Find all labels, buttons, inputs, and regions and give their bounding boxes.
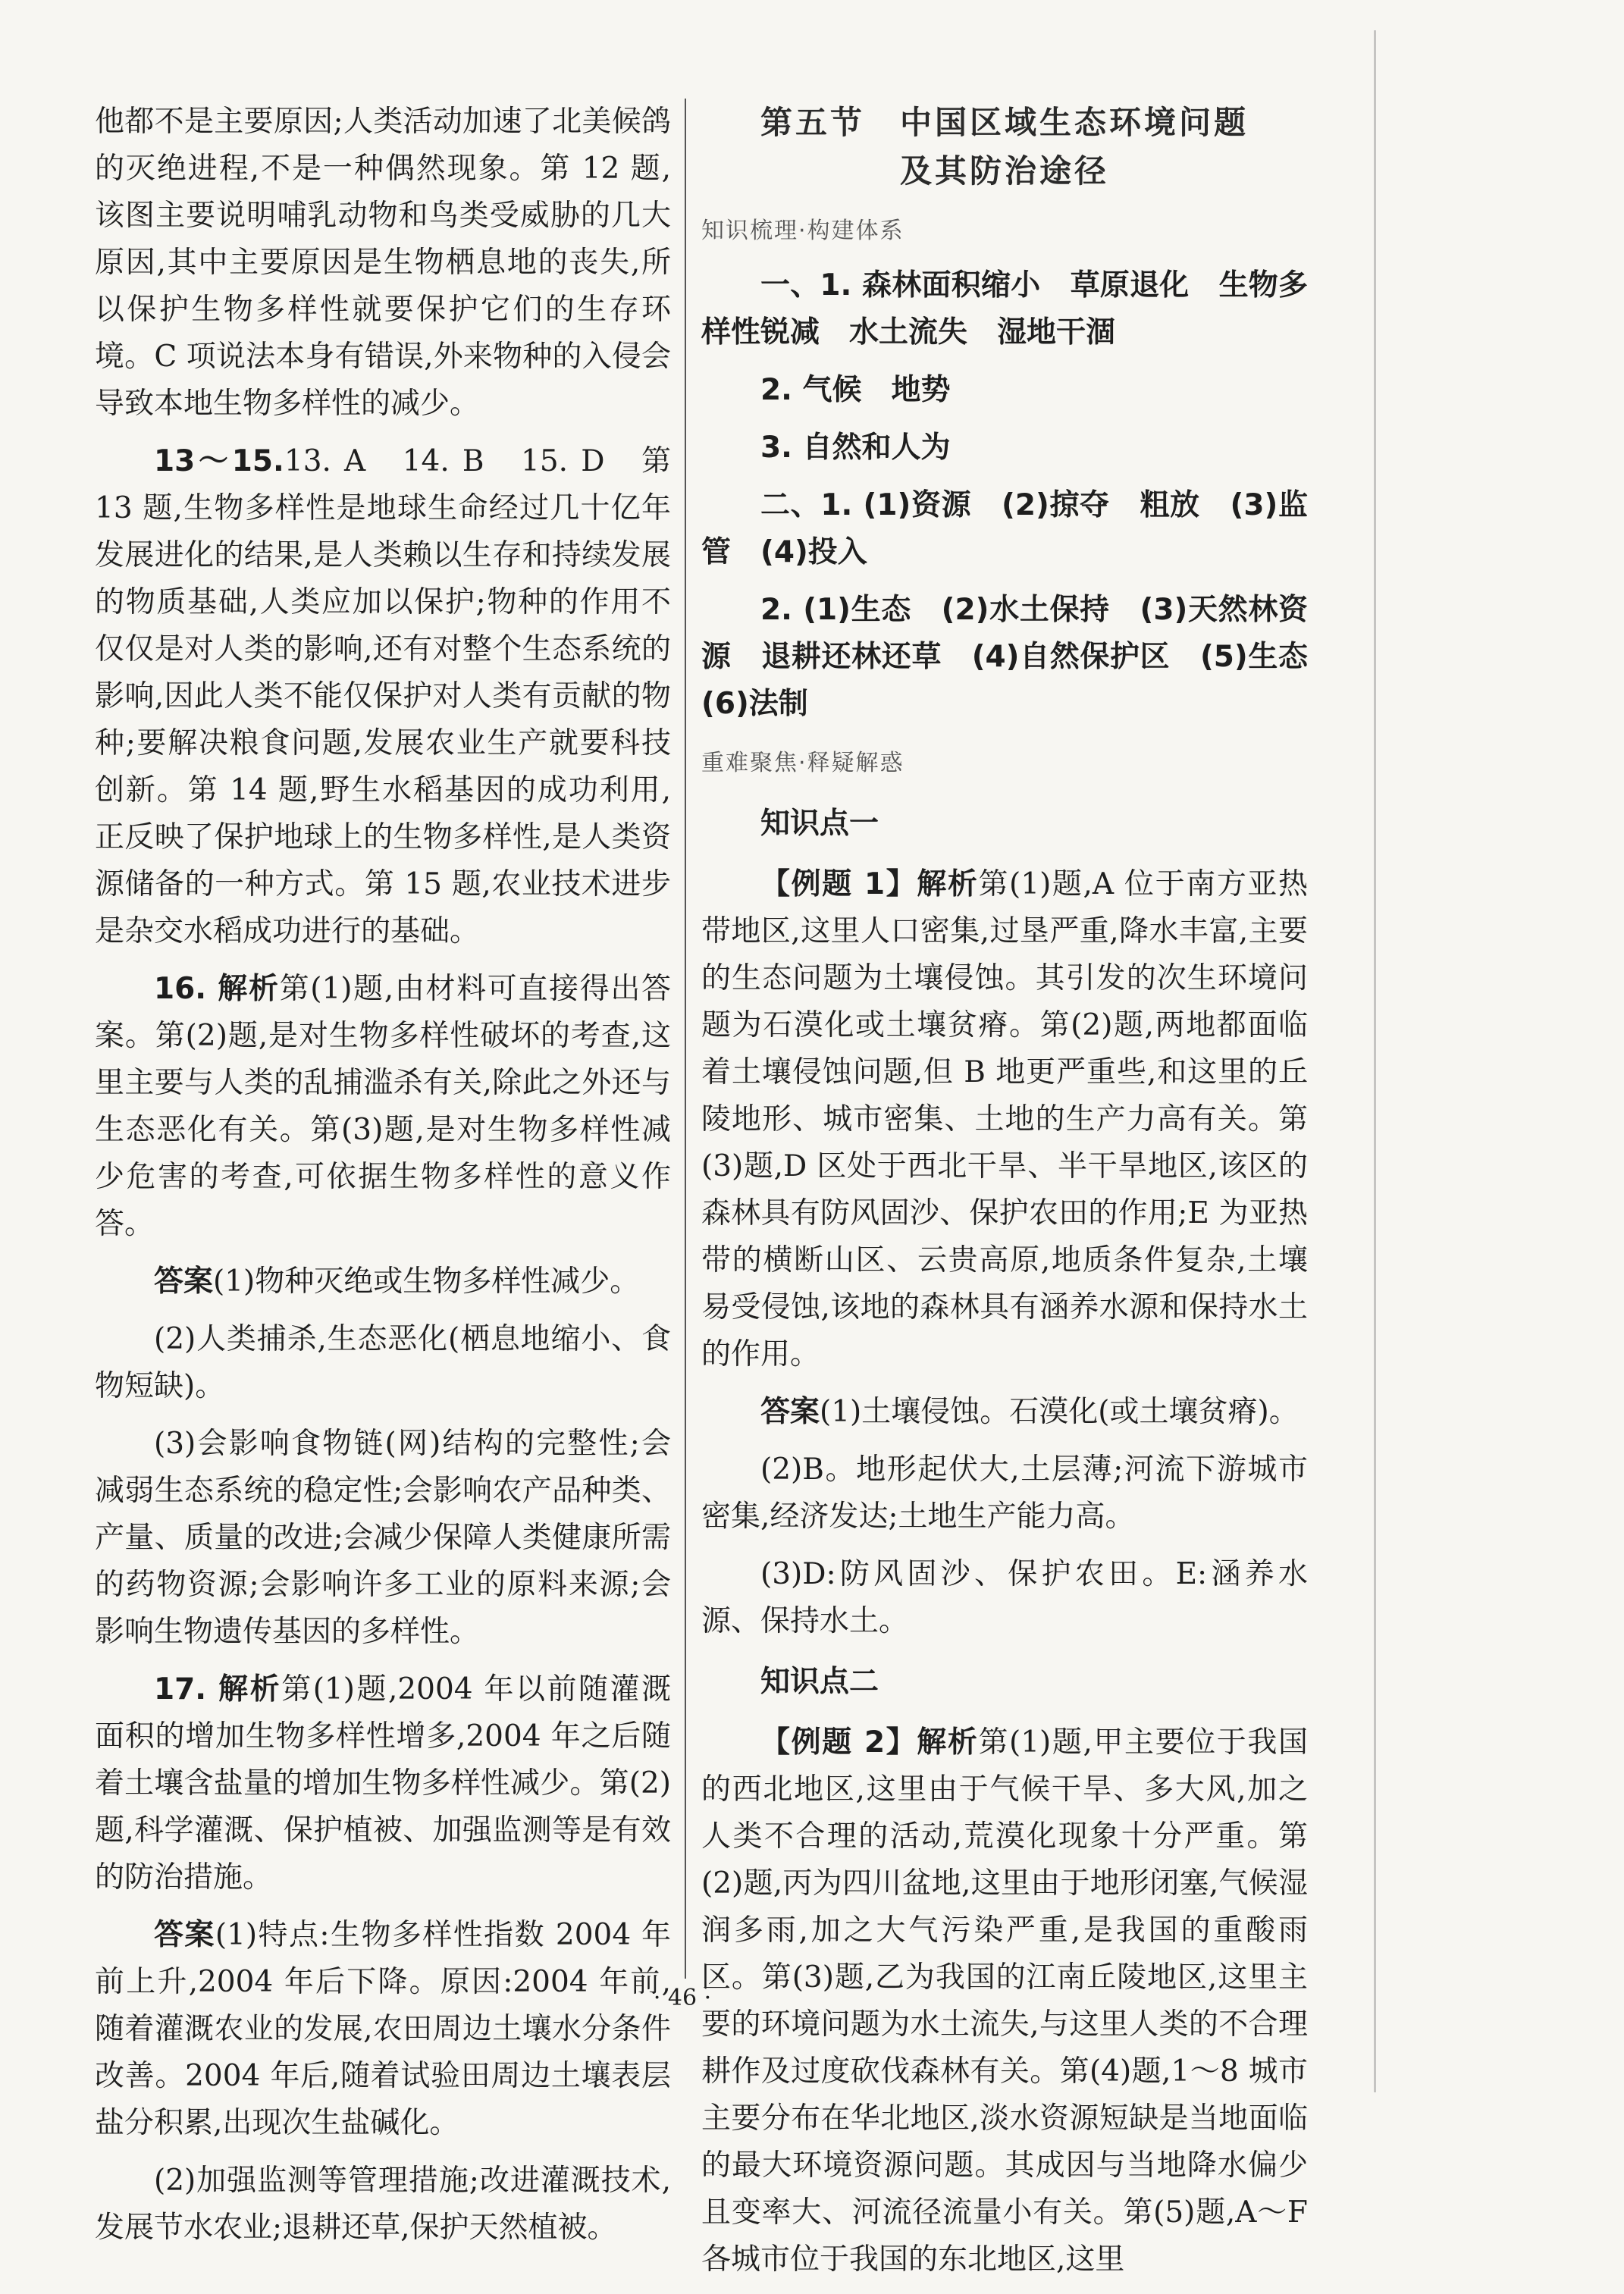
answer-line-3: 3. 自然和人为 xyxy=(760,431,951,465)
answer-label: 答案 xyxy=(154,1918,215,1952)
answer-line-4: 二、1. (1)资源 (2)掠夺 粗放 (3)监管 (4)投入 xyxy=(701,488,1308,569)
section-title: 第五节 中国区域生态环境问题 xyxy=(760,104,1249,141)
question-number: 13～15. xyxy=(154,444,284,478)
paragraph-q16-answer-2: (2)人类捕杀,生态恶化(栖息地缩小、食物短缺)。 xyxy=(95,1322,671,1403)
paragraph-continued: 他都不是主要原因;人类活动加速了北美候鸽的灭绝进程,不是一种偶然现象。第 12 题,该图主要说明哺乳动物和鸟类受威胁的几大原因,其中主要原因是生物栖息地的丧失,所以保护生物多样性就要保护它们的生存环境。C 项说法本身有错误,外来物种的入侵会导致本地生物多样性的减少。 xyxy=(95,105,671,421)
example-label: 【例题 2】解析 xyxy=(760,1725,979,1760)
question-label: 16. 解析 xyxy=(154,972,280,1006)
left-column xyxy=(95,99,671,2262)
paragraph-q16-analysis: 16. 解析第(1)题,由材料可直接得出答案。第(2)题,是对生物多样性破坏的考查,这里主要与人类的乱捕滥杀有关,除此之外还与生态恶化有关。第(3)题,是对生物多样性减少危害的考查,可依据生物多样性的意义作答。 xyxy=(95,972,671,1241)
answer-line-2: 2. 气候 地势 xyxy=(760,373,951,407)
paragraph-q16-answer-3: (3)会影响食物链(网)结构的完整性;会减弱生态系统的稳定性;会影响农产品种类、产量、质量的改进;会减少保障人类健康所需的药物资源;会影响许多工业的原料来源;会影响生物遗传基因的多样性。 xyxy=(95,1427,671,1649)
paragraph-q13-15: 13～15.13. A 14. B 15. D 第 13 题,生物多样性是地球生命经过几十亿年发展进化的结果,是人类赖以生存和持续发展的物质基础,人类应加以保护;物种的作用不仅仅是对人类的影响,还有对整个生态系统的影响,因此人类不能仅保护对人类有贡献的物种;要解决粮食问题,发展农业生产就要科技创新。第 14 题,野生水稻基因的成功利用,正反映了保护地球上的生物多样性,是人类资源储备的一种方式。第 15 题,农业技术进步是杂交水稻成功进行的基础。 xyxy=(95,444,671,948)
answer-label: 答案 xyxy=(760,1395,820,1429)
question-label: 17. 解析 xyxy=(154,1672,282,1706)
section-title-line2: 及其防治途径 xyxy=(899,152,1109,190)
example-label: 【例题 1】解析 xyxy=(760,867,979,901)
example-1-answer-3: (3)D:防风固沙、保护农田。E:涵养水源、保持水土。 xyxy=(701,1557,1308,1638)
knowledge-point-1: 知识点一 xyxy=(760,807,879,841)
paragraph-q17-answer-2: (2)加强监测等管理措施;改进灌溉技术,发展节水农业;退耕还草,保护天然植被。 xyxy=(95,2164,671,2245)
answer-label: 答案 xyxy=(154,1265,214,1299)
section-bar-knowledge: 知识梳理·构建体系 xyxy=(701,218,904,244)
section-bar-focus: 重难聚焦·释疑解惑 xyxy=(701,750,904,776)
example-1-analysis: 【例题 1】解析第(1)题,A 位于南方亚热带地区,这里人口密集,过垦严重,降水丰富,主要的生态问题为土壤侵蚀。其引发的次生环境问题为石漠化或土壤贫瘠。第(2)题,两地都面临着土壤侵蚀问题,但 B 地更严重些,和这里的丘陵地形、城市密集、土地的生产力高有关。第(3)题,D 区处于西北干旱、半干旱地区,该区的森林具有防风固沙、保护农田的作用;E 为亚热带的横断山区、云贵高原,地质条件复杂,土壤易受侵蚀,该地的森林具有涵养水源和保持水土的作用。 xyxy=(701,867,1309,1371)
example-1-answer-2: (2)B。地形起伏大,土层薄;河流下游城市密集,经济发达;土地生产能力高。 xyxy=(701,1453,1308,1534)
page-number: · 46 · xyxy=(653,1985,712,2011)
answer-line-1: 一、1. 森林面积缩小 草原退化 生物多样性锐减 水土流失 湿地干涸 xyxy=(701,268,1308,349)
example-1-answer: 答案(1)土壤侵蚀。石漠化(或土壤贫瘠)。 xyxy=(760,1395,1299,1429)
paragraph-q16-answer: 答案(1)物种灭绝或生物多样性减少。 xyxy=(154,1265,640,1299)
column-divider xyxy=(685,99,686,1979)
paragraph-q17-answer: 答案(1)特点:生物多样性指数 2004 年前上升,2004 年后下降。原因:2004 年前,随着灌溉农业的发展,农田周边土壤水分条件改善。2004 年后,随着试验田周边土壤表层盐分积累,出现次生盐碱化。 xyxy=(95,1918,671,2140)
answer-line-5: 2. (1)生态 (2)水土保持 (3)天然林资源 退耕还林还草 (4)自然保护区 (5)生态 (6)法制 xyxy=(701,593,1338,721)
knowledge-point-2: 知识点二 xyxy=(760,1665,879,1699)
page-edge-line xyxy=(1374,30,1376,2092)
example-2-analysis: 【例题 2】解析第(1)题,甲主要位于我国的西北地区,这里由于气候干旱、多大风,加之人类不合理的活动,荒漠化现象十分严重。第(2)题,丙为四川盆地,这里由于地形闭塞,气候湿润多雨,加之大气污染严重,是我国的重酸雨区。第(3)题,乙为我国的江南丘陵地区,这里主要的环境问题为水土流失,与这里人类的不合理耕作及过度砍伐森林有关。第(4)题,1～8 城市主要分布在华北地区,淡水资源短缺是当地面临的最大环境资源问题。其成因与当地降水偏少且变率大、河流径流量小有关。第(5)题,A～F 各城市位于我国的东北地区,这里 xyxy=(701,1725,1308,2277)
right-column xyxy=(701,99,1338,2294)
paragraph-q17-analysis: 17. 解析第(1)题,2004 年以前随灌溉面积的增加生物多样性增多,2004 年之后随着土壤含盐量的增加生物多样性减少。第(2)题,科学灌溉、保护植被、加强监测等是有效的防治措施。 xyxy=(95,1672,672,1894)
